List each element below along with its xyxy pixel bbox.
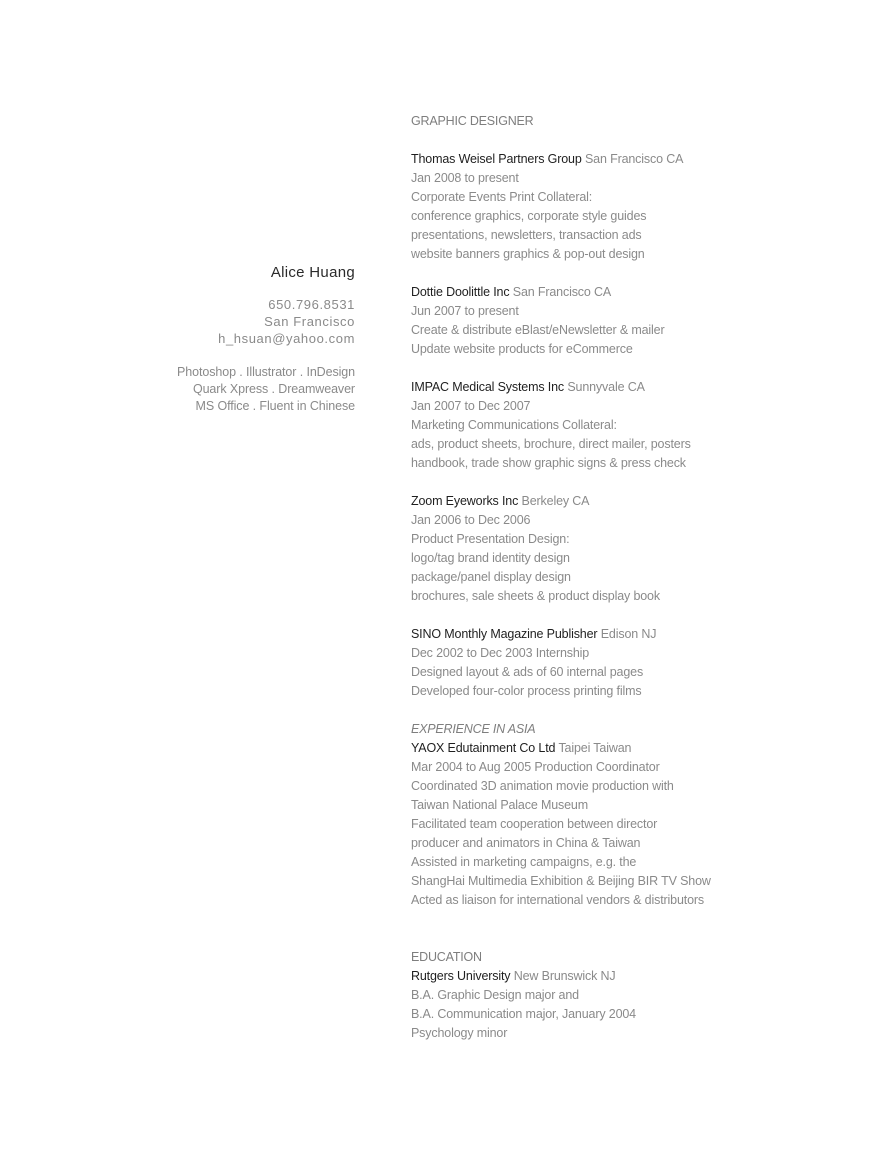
company-name: YAOX Edutainment Co Ltd (411, 741, 556, 755)
asia-heading: EXPERIENCE IN ASIA (411, 722, 536, 736)
contact-column (55, 262, 355, 415)
job-detail: conference graphics, corporate style guides (411, 209, 647, 223)
asia-experience (411, 720, 871, 910)
job-header (411, 739, 871, 758)
job-detail: Developed four-color process printing films (411, 684, 642, 698)
job-detail: Jan 2008 to present (411, 171, 519, 185)
spacer (411, 131, 871, 150)
company-location: Edison NJ (600, 627, 657, 641)
job-detail: logo/tag brand identity design (411, 551, 570, 565)
company-name: Zoom Eyeworks Inc (411, 494, 519, 508)
job-detail: Marketing Communications Collateral: (411, 418, 617, 432)
job-detail: Jan 2007 to Dec 2007 (411, 399, 531, 413)
job-detail: ShangHai Multimedia Exhibition & Beijing BIR TV Show (411, 874, 711, 888)
job-header (411, 625, 871, 644)
job-detail: Corporate Events Print Collateral: (411, 190, 593, 204)
school-name: Rutgers University (411, 969, 511, 983)
job-detail: presentations, newsletters, transaction ads (411, 228, 642, 242)
job-detail: package/panel display design (411, 570, 571, 584)
job-detail: Mar 2004 to Aug 2005 Production Coordinator (411, 760, 660, 774)
job-entry (411, 150, 871, 264)
job-header (411, 150, 871, 169)
job-detail: brochures, sale sheets & product display book (411, 589, 660, 603)
person-name: Alice Huang (270, 264, 355, 281)
job-detail: Taiwan National Palace Museum (411, 798, 588, 812)
skills-list (55, 364, 355, 415)
company-location: Taipei Taiwan (558, 741, 632, 755)
city: San Francisco (264, 314, 355, 329)
school-header (411, 967, 871, 986)
spacer (411, 701, 871, 720)
job-detail: handbook, trade show graphic signs & press check (411, 456, 686, 470)
skill-line: Photoshop . Illustrator . InDesign (177, 365, 355, 379)
job-entry (411, 492, 871, 606)
education-heading: EDUCATION (411, 950, 482, 964)
phone-number: 650.796.8531 (268, 297, 355, 312)
company-location: San Francisco CA (512, 285, 612, 299)
company-location: Berkeley CA (521, 494, 590, 508)
job-detail: Jan 2006 to Dec 2006 (411, 513, 531, 527)
job-detail: Coordinated 3D animation movie production with (411, 779, 674, 793)
resume-title: GRAPHIC DESIGNER (411, 114, 534, 128)
education-detail: B.A. Communication major, January 2004 (411, 1007, 636, 1021)
job-detail: Facilitated team cooperation between director (411, 817, 658, 831)
experience-column (411, 112, 871, 1043)
spacer (411, 359, 871, 378)
spacer (411, 473, 871, 492)
skill-line: Quark Xpress . Dreamweaver (192, 382, 355, 396)
job-detail: Jun 2007 to present (411, 304, 519, 318)
education-detail: Psychology minor (411, 1026, 508, 1040)
education-section (411, 948, 871, 1043)
skill-line: MS Office . Fluent in Chinese (195, 399, 355, 413)
job-detail: Dec 2002 to Dec 2003 Internship (411, 646, 590, 660)
job-detail: producer and animators in China & Taiwan (411, 836, 641, 850)
job-entry (411, 378, 871, 473)
job-detail: Designed layout & ads of 60 internal pages (411, 665, 644, 679)
job-entry (411, 625, 871, 701)
spacer (411, 606, 871, 625)
spacer (411, 910, 871, 948)
company-name: Thomas Weisel Partners Group (411, 152, 582, 166)
job-detail: Assisted in marketing campaigns, e.g. the (411, 855, 637, 869)
company-location: Sunnyvale CA (567, 380, 645, 394)
job-header (411, 283, 871, 302)
job-detail: Acted as liaison for international vendors & distributors (411, 893, 704, 907)
job-detail: ads, product sheets, brochure, direct mailer, posters (411, 437, 691, 451)
company-name: SINO Monthly Magazine Publisher (411, 627, 598, 641)
job-header (411, 492, 871, 511)
job-detail: Create & distribute eBlast/eNewsletter & mailer (411, 323, 665, 337)
job-detail: Update website products for eCommerce (411, 342, 633, 356)
job-header (411, 378, 871, 397)
company-location: San Francisco CA (584, 152, 684, 166)
company-name: IMPAC Medical Systems Inc (411, 380, 565, 394)
company-name: Dottie Doolittle Inc (411, 285, 510, 299)
spacer (411, 264, 871, 283)
email-address: h_hsuan@yahoo.com (218, 331, 355, 346)
job-detail: Product Presentation Design: (411, 532, 570, 546)
job-detail: website banners graphics & pop-out design (411, 247, 645, 261)
job-entry (411, 283, 871, 359)
school-location: New Brunswick NJ (513, 969, 616, 983)
education-detail: B.A. Graphic Design major and (411, 988, 579, 1002)
